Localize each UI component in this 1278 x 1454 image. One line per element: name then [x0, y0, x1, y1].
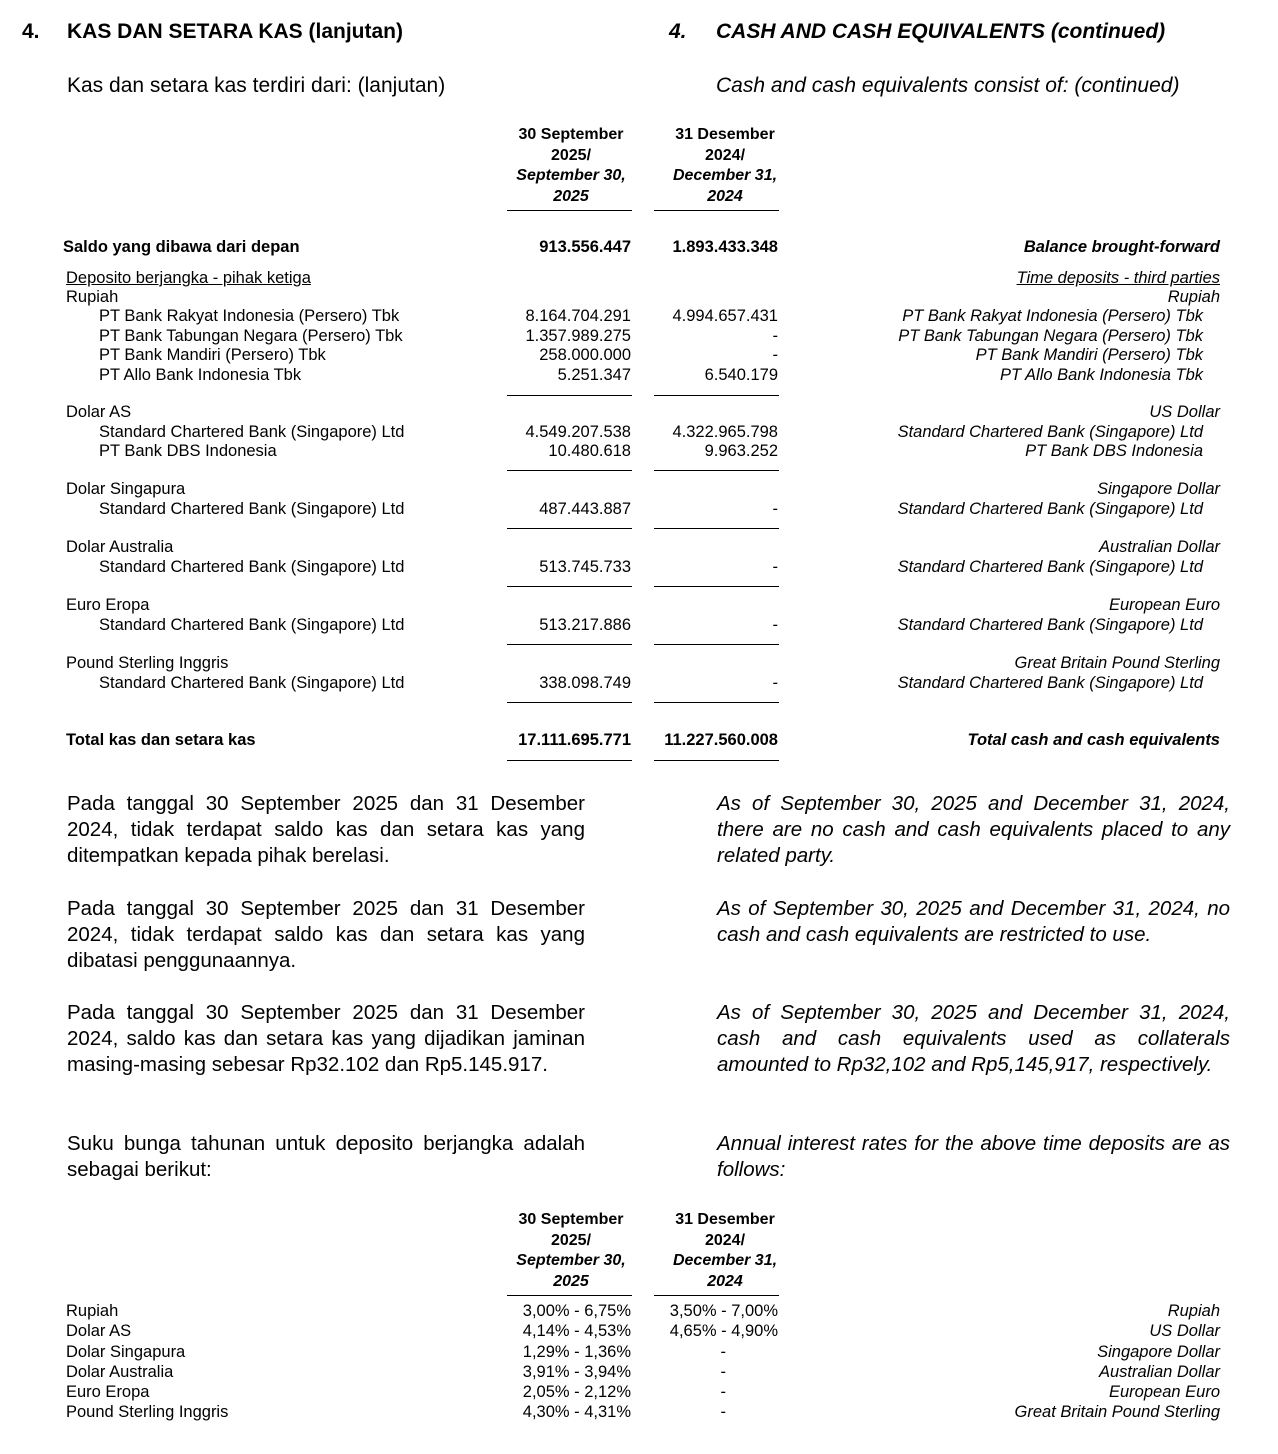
column-header-line: 2025	[553, 1272, 589, 1290]
column-header-line: December 31,	[672, 167, 778, 184]
value-2025: 3,00% - 6,75%	[522, 1302, 631, 1320]
row-label-en: European Euro	[1109, 1383, 1220, 1401]
row-label: Saldo yang dibawa dari depan	[63, 238, 300, 256]
row-label-en: US Dollar	[1149, 1322, 1220, 1340]
value-2024: -	[772, 557, 778, 576]
value-2025: 4,14% - 4,53%	[522, 1322, 631, 1340]
row-label: Euro Eropa	[66, 1383, 150, 1401]
table-row-total	[0, 731, 1278, 751]
value-2025: 2,05% - 2,12%	[522, 1383, 631, 1401]
column-header-line: 2024	[707, 1272, 743, 1290]
row-label-en: Time deposits - third parties	[1016, 269, 1220, 287]
column-header-line: 31 Desember	[675, 1211, 775, 1228]
table-row-group-usd	[0, 403, 1278, 423]
row-label: Pound Sterling Inggris	[66, 1403, 229, 1421]
divider	[654, 586, 779, 587]
divider	[654, 470, 779, 471]
table-row	[0, 327, 1278, 347]
column-header-line: 2025/	[550, 146, 592, 164]
divider	[507, 586, 632, 587]
divider	[507, 528, 632, 529]
table-row	[0, 1363, 1278, 1383]
table-row-group-sgd	[0, 480, 1278, 500]
table-row	[0, 366, 1278, 386]
column-header-line: September 30,	[516, 1252, 626, 1269]
divider	[507, 1295, 632, 1296]
row-label-en: Great Britain Pound Sterling	[1014, 1403, 1220, 1421]
value-2024: 4.994.657.431	[672, 307, 778, 325]
row-label: PT Bank Rakyat Indonesia (Persero) Tbk	[99, 307, 400, 325]
table-row-group-aud	[0, 538, 1278, 558]
value-2025: 17.111.695.771	[518, 731, 631, 749]
value-2024: -	[772, 615, 778, 634]
section-number-right: 4.	[669, 20, 687, 43]
table-row	[0, 558, 1278, 578]
section-number-left: 4.	[22, 20, 40, 43]
table-row	[0, 346, 1278, 366]
row-label-en: PT Bank DBS Indonesia	[1025, 442, 1203, 460]
row-label-en: PT Allo Bank Indonesia Tbk	[1000, 365, 1203, 384]
row-label-en: Total cash and cash equivalents	[967, 731, 1220, 749]
column-header-line: 2025	[553, 187, 589, 205]
column-header-line: 2024	[707, 187, 743, 205]
table-row	[0, 500, 1278, 520]
column-header-2025	[496, 1210, 646, 1292]
row-label-en: Balance brought-forward	[1023, 238, 1220, 256]
table-row-group-eur	[0, 596, 1278, 616]
column-header-line: 31 Desember	[675, 126, 775, 143]
divider	[654, 528, 779, 529]
row-label-en: Singapore Dollar	[1097, 1342, 1220, 1361]
value-2024: 4,65% - 4,90%	[669, 1322, 778, 1340]
value-2024: 3,50% - 7,00%	[669, 1302, 778, 1320]
divider	[507, 395, 632, 396]
row-label: Standard Chartered Bank (Singapore) Ltd	[99, 673, 405, 692]
row-label-en: Standard Chartered Bank (Singapore) Ltd	[897, 557, 1203, 576]
divider	[654, 1295, 779, 1296]
column-header-line: 2024/	[704, 146, 746, 164]
row-label: Pound Sterling Inggris	[66, 654, 229, 672]
value-2025: 1.357.989.275	[525, 326, 631, 345]
column-header-line: 30 September	[518, 1211, 624, 1228]
column-header-line: 2024/	[704, 1231, 746, 1249]
paragraph-id: Pada tanggal 30 September 2025 dan 31 Desember 2024, saldo kas dan setara kas yang dijadikan jaminan masing-masing sebesar Rp32.102 dan Rp5.145.917.	[67, 1001, 585, 1076]
table-row-group-gbp	[0, 654, 1278, 674]
row-label: Dolar Singapura	[66, 480, 186, 498]
row-label: PT Bank DBS Indonesia	[99, 442, 277, 460]
table-row	[0, 616, 1278, 636]
table-row	[0, 1403, 1278, 1423]
value-2025: 3,91% - 3,94%	[522, 1363, 631, 1381]
row-label: Dolar Australia	[66, 538, 174, 556]
divider	[507, 702, 632, 703]
divider	[654, 210, 779, 211]
value-2024: -	[720, 1363, 726, 1381]
row-label-en: Singapore Dollar	[1097, 480, 1220, 498]
value-2025: 4,30% - 4,31%	[522, 1403, 631, 1421]
value-2025: 4.549.207.538	[525, 422, 631, 441]
row-label: Total kas dan setara kas	[66, 731, 256, 749]
divider	[507, 644, 632, 645]
row-label: Dolar Australia	[66, 1363, 174, 1381]
row-label: Euro Eropa	[66, 596, 150, 614]
table-row	[0, 442, 1278, 462]
row-label: Dolar AS	[66, 1322, 132, 1340]
section-title-left: KAS DAN SETARA KAS (lanjutan)	[67, 20, 403, 43]
row-label-en: Rupiah	[1167, 288, 1220, 306]
value-2024: 11.227.560.008	[664, 731, 778, 749]
row-label: Standard Chartered Bank (Singapore) Ltd	[99, 557, 405, 576]
row-label-en: Standard Chartered Bank (Singapore) Ltd	[897, 422, 1203, 441]
column-header-line: December 31,	[672, 1252, 778, 1269]
row-label-en: Australian Dollar	[1098, 538, 1220, 556]
paragraph-en: As of September 30, 2025 and December 31, 2024, no cash and cash equivalents are restricted to use.	[717, 897, 1230, 946]
value-2024: -	[772, 499, 778, 518]
divider	[654, 644, 779, 645]
table-row	[0, 423, 1278, 443]
divider	[507, 470, 632, 471]
table-row	[0, 307, 1278, 327]
row-label: Dolar Singapura	[66, 1342, 186, 1361]
row-label: Standard Chartered Bank (Singapore) Ltd	[99, 499, 405, 518]
divider	[654, 760, 779, 761]
row-label-en: Standard Chartered Bank (Singapore) Ltd	[897, 673, 1203, 692]
column-header-2025	[496, 125, 646, 207]
table-row	[0, 1343, 1278, 1363]
divider	[507, 760, 632, 761]
value-2024: 1.893.433.348	[672, 238, 778, 256]
row-label: PT Bank Mandiri (Persero) Tbk	[99, 346, 326, 364]
divider	[654, 395, 779, 396]
row-label-en: Standard Chartered Bank (Singapore) Ltd	[897, 499, 1203, 518]
table-row	[0, 1322, 1278, 1342]
table-row-brought-forward	[0, 238, 1278, 258]
row-label: PT Bank Tabungan Negara (Persero) Tbk	[99, 326, 403, 345]
table-row-time-deposits	[0, 269, 1278, 289]
divider	[507, 210, 632, 211]
table-row	[0, 1302, 1278, 1322]
row-label-en: Standard Chartered Bank (Singapore) Ltd	[897, 615, 1203, 634]
value-2025: 513.745.733	[539, 557, 631, 576]
value-2025: 8.164.704.291	[525, 307, 631, 325]
row-label: PT Allo Bank Indonesia Tbk	[99, 365, 302, 384]
value-2024: -	[772, 326, 778, 345]
paragraph-id: Pada tanggal 30 September 2025 dan 31 Desember 2024, tidak terdapat saldo kas dan setara kas yang dibatasi penggunaannya.	[67, 897, 585, 972]
value-2024: 4.322.965.798	[672, 422, 778, 441]
value-2024: -	[772, 346, 778, 364]
paragraph-id: Suku bunga tahunan untuk deposito berjangka adalah sebagai berikut:	[67, 1132, 585, 1181]
row-label: Dolar AS	[66, 403, 132, 421]
row-label-en: PT Bank Rakyat Indonesia (Persero) Tbk	[902, 307, 1203, 325]
row-label: Rupiah	[66, 288, 119, 306]
row-label-en: European Euro	[1109, 596, 1220, 614]
paragraph-id: Pada tanggal 30 September 2025 dan 31 Desember 2024, tidak terdapat saldo kas dan setara kas yang ditempatkan kepada pihak berelasi.	[67, 792, 585, 867]
column-header-2024	[650, 125, 800, 207]
row-label: Standard Chartered Bank (Singapore) Ltd	[99, 615, 405, 634]
subtitle-right: Cash and cash equivalents consist of: (continued)	[716, 74, 1180, 97]
table-row	[0, 674, 1278, 694]
row-label-en: PT Bank Mandiri (Persero) Tbk	[975, 346, 1203, 364]
value-2024: -	[720, 1383, 726, 1401]
value-2025: 913.556.447	[539, 238, 631, 256]
value-2024: 9.963.252	[704, 442, 778, 460]
value-2024: -	[720, 1342, 726, 1361]
column-header-line: 30 September	[518, 126, 624, 143]
column-header-2024	[650, 1210, 800, 1292]
column-header-line: 2025/	[550, 1231, 592, 1249]
value-2025: 338.098.749	[539, 673, 631, 692]
row-label-en: PT Bank Tabungan Negara (Persero) Tbk	[898, 326, 1203, 345]
divider	[654, 702, 779, 703]
row-label-en: Australian Dollar	[1098, 1363, 1220, 1381]
value-2025: 5.251.347	[557, 365, 631, 384]
row-label: Deposito berjangka - pihak ketiga	[66, 269, 311, 287]
value-2025: 10.480.618	[548, 442, 631, 460]
row-label: Rupiah	[66, 1302, 119, 1320]
row-label-en: Great Britain Pound Sterling	[1014, 654, 1220, 672]
row-label-en: Rupiah	[1167, 1302, 1220, 1320]
value-2025: 487.443.887	[539, 499, 631, 518]
value-2025: 513.217.886	[539, 615, 631, 634]
paragraph-en: As of September 30, 2025 and December 31, 2024, cash and cash equivalents used as collaterals amounted to Rp32,102 and Rp5,145,917, respectively.	[717, 1001, 1230, 1076]
paragraph-en: As of September 30, 2025 and December 31, 2024, there are no cash and cash equivalents placed to any related party.	[717, 792, 1230, 867]
value-2025: 1,29% - 1,36%	[522, 1342, 631, 1361]
value-2024: -	[720, 1403, 726, 1421]
column-header-line: September 30,	[516, 167, 626, 184]
value-2024: 6.540.179	[704, 365, 778, 384]
value-2025: 258.000.000	[539, 346, 631, 364]
row-label: Standard Chartered Bank (Singapore) Ltd	[99, 422, 405, 441]
value-2024: -	[772, 673, 778, 692]
table-row	[0, 1383, 1278, 1403]
section-title-right: CASH AND CASH EQUIVALENTS (continued)	[716, 20, 1166, 43]
row-label-en: US Dollar	[1149, 403, 1220, 421]
paragraph-en: Annual interest rates for the above time deposits are as follows:	[717, 1132, 1230, 1181]
table-row-group-rupiah	[0, 288, 1278, 308]
subtitle-left: Kas dan setara kas terdiri dari: (lanjutan)	[67, 74, 446, 97]
